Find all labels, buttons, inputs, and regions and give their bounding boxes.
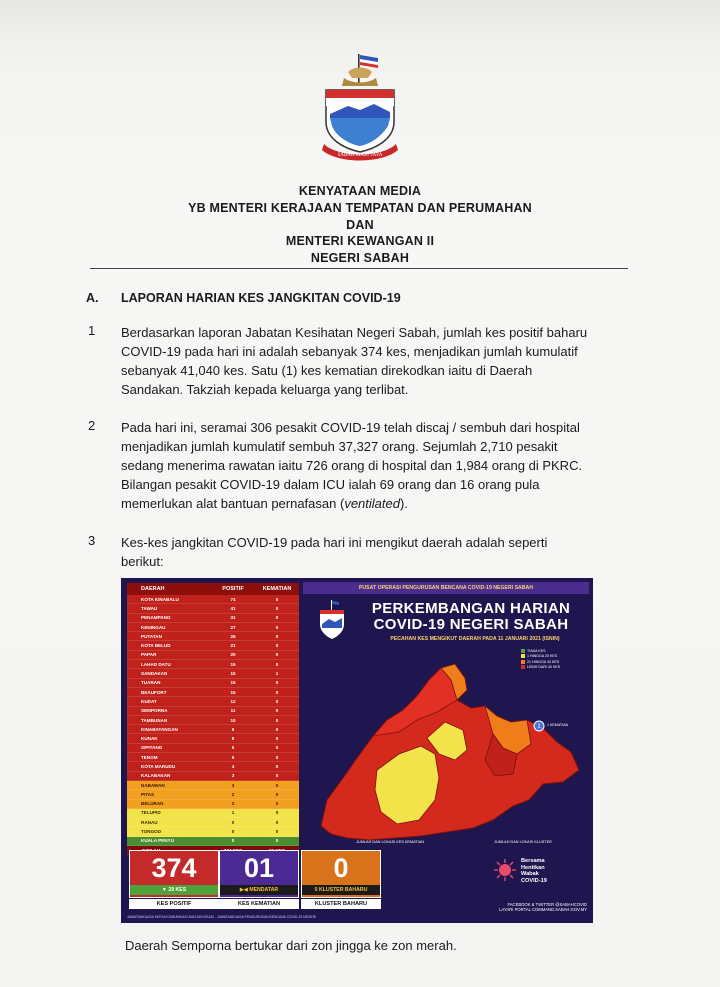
table-row [127, 660, 299, 669]
section-title: LAPORAN HARIAN KES JANGKITAN COVID-19 [121, 291, 401, 305]
table-row [127, 818, 299, 827]
social-handle: FACEBOOK & TWITTER @SABAHCOVID [507, 902, 587, 907]
table-row [127, 651, 299, 660]
district-name: KUALA PENYU [141, 838, 175, 844]
paragraph-line: Berdasarkan laporan Jabatan Kesihatan Negeri Sabah, jumlah kes positif baharu [121, 325, 588, 340]
district-name: KOTA BELUD [141, 643, 171, 649]
death-count: 0 [275, 745, 279, 751]
district-name: KINABATANGAN [141, 726, 178, 732]
header-line-2: YB MENTERI KERAJAAN TEMPATAN DAN PERUMAHAN [188, 201, 532, 215]
section-letter: A. [86, 291, 99, 305]
death-count: 0 [275, 773, 279, 779]
district-name: BEAUFORT [141, 689, 167, 695]
positive-count: 11 [230, 708, 236, 714]
column-header: DAERAH [141, 586, 165, 592]
sabah-crest-logo [318, 52, 402, 164]
positive-count: 2 [231, 791, 235, 797]
district-name: PITAS [141, 791, 155, 797]
district-table [127, 583, 299, 845]
district-name: BELURAN [141, 801, 164, 807]
paragraph-line [121, 494, 626, 513]
death-count: 0 [275, 838, 279, 844]
death-count: 0 [275, 754, 279, 760]
table-header [127, 583, 299, 595]
slogan-line: Bersama [521, 858, 545, 864]
table-row [127, 744, 299, 753]
sabah-emblem-icon [317, 600, 347, 640]
map-legend-cluster: JUMLAH DAN LOKASI KLUSTER [494, 840, 552, 844]
death-count: 0 [275, 717, 279, 723]
positive-count: 8 [231, 726, 235, 732]
district-name: TENOM [141, 754, 158, 760]
district-name: SANDAKAN [141, 671, 168, 677]
table-row [127, 688, 299, 697]
positive-count: 8 [231, 736, 235, 742]
death-count: 0 [275, 736, 279, 742]
positive-count: 1 [231, 810, 235, 816]
stat-deaths-card [219, 850, 299, 898]
positive-count: 12 [230, 698, 236, 704]
table-row [127, 707, 299, 716]
death-count: 0 [275, 652, 279, 658]
positive-count: 0 [231, 838, 235, 844]
paragraph-text: ). [399, 496, 408, 511]
district-name: PAPAR [141, 652, 157, 658]
table-body [127, 595, 299, 846]
closing-statement: Daerah Semporna bertukar dari zon jingga ke zon merah. [125, 938, 457, 953]
paragraph-line: Bilangan pesakit COVID-19 dalam ICU ialah 69 orang dan 16 orang pula [121, 477, 540, 492]
district-name: KALABAKAN [141, 773, 171, 779]
header-line-1: KENYATAAN MEDIA [298, 184, 422, 198]
positive-count: 5 [231, 745, 235, 751]
death-count: 0 [275, 680, 279, 686]
portal-link: LAYARI PORTAL COMMAND.SABAH.GOV.MY [499, 907, 587, 912]
campaign-slogan [521, 858, 585, 884]
death-count: 0 [275, 819, 279, 825]
paragraph-line: menjadikan jumlah kumulatif sembuh 37,327 orang. Sejumlah 2,710 pesakit [121, 439, 558, 454]
district-name: KUDAT [141, 698, 157, 704]
positive-count: 20 [230, 652, 236, 658]
paragraph-line: berikut: [121, 554, 164, 569]
stat-deaths-number: 01 [243, 853, 275, 883]
paragraph-1-number: 1 [88, 323, 96, 338]
table-row [127, 697, 299, 706]
district-name: PUTATAN [141, 633, 162, 639]
paragraph-2 [121, 418, 626, 513]
district-name: LAHAD DATU [141, 661, 171, 667]
stat-cluster-number: 0 [333, 853, 349, 883]
death-count: 0 [275, 661, 279, 667]
stat-positive-number: 374 [151, 853, 197, 883]
death-count: 0 [275, 763, 279, 769]
death-count: 0 [275, 596, 279, 602]
table-row [127, 641, 299, 650]
paragraph-line: Kes-kes jangkitan COVID-19 pada hari ini mengikut daerah adalah seperti [121, 535, 548, 550]
positive-count: 0 [231, 829, 235, 835]
district-name: KUNAK [141, 736, 158, 742]
table-row [127, 604, 299, 613]
column-header: KEMATIAN [262, 586, 292, 592]
table-row [127, 734, 299, 743]
legend-label: 1 HINGGA 20 KES [527, 654, 558, 659]
district-name: TAWAU [141, 605, 158, 611]
table-row [127, 595, 299, 604]
positive-count: 4 [231, 763, 235, 769]
table-row [127, 762, 299, 771]
positive-count: 27 [230, 624, 236, 630]
death-count: 1 [275, 671, 279, 677]
paragraph-line: COVID-19 pada hari ini adalah sebanyak 374 kes, menjadikan jumlah kumulatif [121, 344, 578, 359]
slogan-line: Wabak [521, 871, 539, 877]
paragraph-3-number: 3 [88, 533, 96, 548]
table-row [127, 725, 299, 734]
positive-count: 15 [230, 671, 236, 677]
positive-count: 21 [230, 643, 236, 649]
positive-count: 41 [230, 605, 236, 611]
infographic-footnote: JAWATANKUASA KERJA KOMUNIKASI DAN ADVOKASI - JAWATANKUASA PENGURUSAN BENCANA COVID-19 NEGERI [127, 915, 317, 919]
paragraph-line: sedang menerima rawatan iaitu 726 orang di hospital dan 1,984 orang di PKRC. [121, 458, 583, 473]
table-row [127, 837, 299, 846]
district-name: NABAWAN [141, 782, 165, 788]
district-name: KENINGAU [141, 624, 166, 630]
stat-deaths-change: ▶◀ MENDATAR [220, 885, 298, 895]
district-name: RANAU [141, 819, 158, 825]
map-legend-bottom [321, 840, 587, 844]
district-name: TELUPID [141, 810, 161, 816]
slogan-line: COVID-19 [521, 877, 547, 884]
district-name: KOTA MARUDU [141, 763, 176, 769]
district-name: PENAMPANG [141, 615, 171, 621]
svg-text:1: 1 [537, 724, 541, 730]
district-name: TONGOD [141, 829, 162, 835]
map-callout: 1 KEMATIAN [547, 723, 569, 727]
stat-cluster-label: KLUSTER BAHARU [301, 899, 381, 909]
table-row [127, 772, 299, 781]
death-count: 0 [275, 615, 279, 621]
paragraph-italic: ventilated [344, 496, 400, 511]
table-row [127, 632, 299, 641]
svg-text:SABAH MAJU JAYA: SABAH MAJU JAYA [337, 153, 383, 158]
district-name: SIPITANG [141, 745, 163, 751]
table-row [127, 716, 299, 725]
stat-positive-label: KES POSITIF [129, 899, 219, 909]
stat-cluster-change: 0 KLUSTER BAHARU [302, 885, 380, 895]
infographic-title-1: PERKEMBANGAN HARIAN [371, 600, 571, 617]
positive-count: 10 [230, 717, 236, 723]
death-count: 0 [275, 782, 279, 788]
death-count: 0 [275, 698, 279, 704]
death-count: 0 [275, 791, 279, 797]
table-row [127, 623, 299, 632]
positive-count: 3 [231, 773, 235, 779]
district-name: SEMPORNA [141, 708, 168, 714]
positive-count: 74 [230, 596, 236, 602]
stat-positive-card [129, 850, 219, 898]
paragraph-3 [121, 533, 626, 571]
table-row [127, 809, 299, 818]
death-count: 0 [275, 643, 279, 649]
positive-count: 3 [231, 782, 235, 788]
death-count: 0 [275, 689, 279, 695]
positive-count: 31 [230, 615, 236, 621]
death-count: 0 [275, 605, 279, 611]
table-row [127, 790, 299, 799]
death-count: 0 [275, 624, 279, 630]
table-row [127, 827, 299, 836]
positive-count: 5 [231, 754, 235, 760]
positive-count: 15 [230, 689, 236, 695]
paragraph-2-number: 2 [88, 418, 96, 433]
death-count: 0 [275, 633, 279, 639]
positive-count: 2 [231, 801, 235, 807]
table-row [127, 669, 299, 678]
positive-count: 15 [230, 661, 236, 667]
death-count: 0 [275, 726, 279, 732]
social-info [467, 902, 587, 912]
positive-count: 15 [230, 680, 236, 686]
infographic-subtitle: PECAHAN KES MENGIKUT DAERAH PADA 11 JANUARI 2021 (ISNIN) [390, 636, 560, 642]
death-count: 0 [275, 801, 279, 807]
infographic-title-2: COVID-19 NEGERI SABAH [373, 616, 569, 633]
table-row [127, 781, 299, 790]
legend-label: LEBIH DARI 40 KES [527, 665, 561, 670]
table-row [127, 753, 299, 762]
table-row [127, 614, 299, 623]
table-row [127, 800, 299, 809]
column-header: POSITIF [222, 586, 244, 592]
death-count: 0 [275, 810, 279, 816]
legend-label: 21 HINGGA 40 KES [527, 659, 560, 664]
death-count: 0 [275, 708, 279, 714]
sabah-district-map [317, 650, 593, 850]
legend-label: TIADA KES [527, 648, 546, 653]
header-line-4: MENTERI KEWANGAN II [285, 234, 435, 248]
virus-icon [493, 858, 517, 882]
paragraph-line: Pada hari ini, seramai 306 pesakit COVID-19 telah discaj / sembuh dari hospital [121, 420, 580, 435]
paragraph-line: Sandakan. Takziah kepada keluarga yang terlibat. [121, 382, 409, 397]
stat-positive-change: ▼ 29 KES [130, 885, 218, 895]
stat-cluster-card [301, 850, 381, 898]
positive-count: 0 [231, 819, 235, 825]
stat-deaths-label: KES KEMATIAN [219, 899, 299, 909]
death-count: 0 [275, 829, 279, 835]
table-row [127, 679, 299, 688]
district-name: TUARAN [141, 680, 161, 686]
map-legend-deaths: JUMLAH DAN LOKASI KES KEMATIAN [356, 840, 424, 844]
infographic-banner: PUSAT OPERASI PENGURUSAN BENCANA COVID-19 NEGERI SABAH [303, 582, 589, 594]
district-name: KOTA KINABALU [141, 596, 179, 602]
paragraph-line: sebanyak 41,040 kes. Satu (1) kes kematian direkodkan iaitu di Daerah [121, 363, 533, 378]
header-line-5: NEGERI SABAH [310, 251, 410, 265]
district-name: TAMBUNAN [141, 717, 168, 723]
paragraph-text: memerlukan alat bantuan pernafasan ( [121, 496, 345, 511]
positive-count: 26 [230, 633, 236, 639]
header-divider [90, 268, 628, 269]
covid-infographic [121, 578, 593, 923]
paragraph-1 [121, 323, 626, 399]
header-line-3: DAN [346, 218, 374, 232]
slogan-line: Hentikan [521, 864, 545, 871]
